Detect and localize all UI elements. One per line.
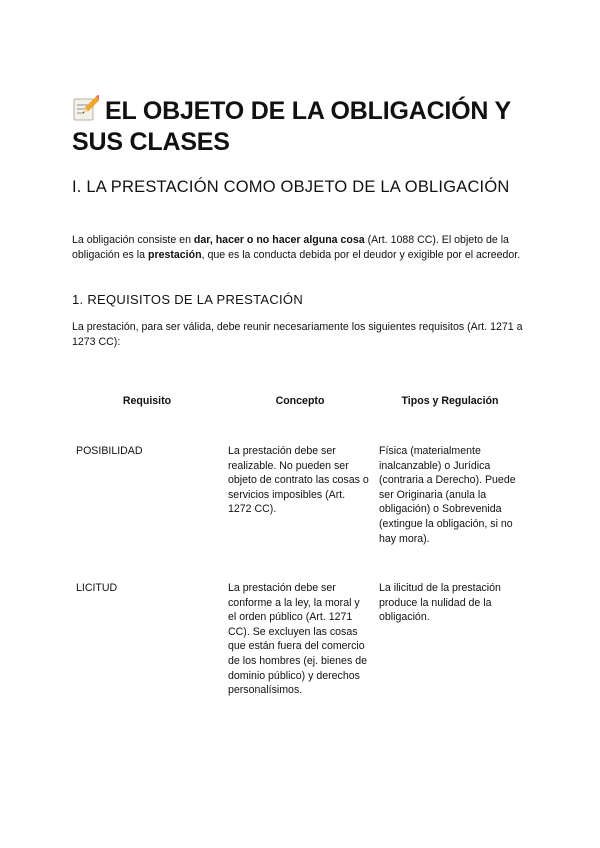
intro-text-3: , que es la conducta debida por el deudor y exigible por el acreedor. bbox=[201, 249, 521, 261]
memo-pencil-icon bbox=[72, 95, 99, 127]
intro-bold-1: dar, hacer o no hacer alguna cosa bbox=[193, 234, 365, 246]
cell-requisito: LICITUD bbox=[76, 582, 118, 594]
table-header-tipos: Tipos y Regulación bbox=[401, 395, 499, 407]
section-heading: I. LA PRESTACIÓN COMO OBJETO DE LA OBLIGACIÓN bbox=[72, 178, 510, 196]
document-title bbox=[72, 95, 542, 158]
requirements-intro: La prestación, para ser válida, debe reunir necesariamente los siguientes requisitos (Art. 1271 a 1273 CC): bbox=[72, 321, 523, 348]
intro-text-2: (Art. 1088 CC). El objeto de la obligación es la bbox=[72, 234, 509, 261]
cell-concepto: La prestación debe ser realizable. No pueden ser objeto de contrato las cosas o servicios imposibles (Art. 1272 CC). bbox=[228, 445, 369, 516]
cell-concepto: La prestación debe ser conforme a la ley, la moral y el orden público (Art. 1271 CC). Se excluyen las cosas que están fuera del comercio de los hombres (ej. bienes de dominio público) y derechos personalísimos. bbox=[228, 582, 367, 697]
table-header-requisito: Requisito bbox=[122, 395, 172, 407]
subsection-heading: 1. REQUISITOS DE LA PRESTACIÓN bbox=[72, 292, 304, 307]
cell-tipos: La ilicitud de la prestación produce la nulidad de la obligación. bbox=[379, 582, 501, 624]
title-text: EL OBJETO DE LA OBLIGACIÓN Y SUS CLASES bbox=[72, 97, 511, 156]
table-header-concepto: Concepto bbox=[275, 395, 325, 407]
cell-requisito: POSIBILIDAD bbox=[76, 445, 143, 457]
intro-bold-2: prestación bbox=[147, 249, 202, 261]
intro-paragraph bbox=[72, 233, 532, 263]
cell-tipos: Física (materialmente inalcanzable) o Jurídica (contraria a Derecho). Puede ser Originaria (anula la obligación) o Sobrevenida (extingue la obligación, si no hay mora). bbox=[379, 445, 516, 545]
intro-text-1: La obligación consiste en bbox=[72, 234, 194, 246]
